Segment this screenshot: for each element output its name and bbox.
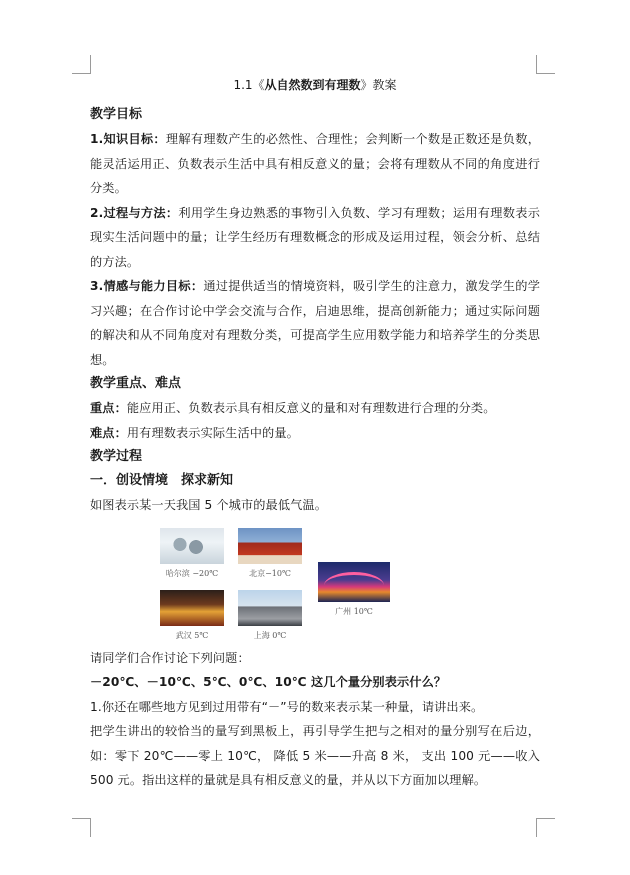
key-point-text: 能应用正、负数表示具有相反意义的量和对有理数进行合理的分类。	[126, 401, 496, 415]
goal-process-label: 2.过程与方法：	[90, 205, 179, 220]
key-point	[90, 396, 540, 421]
goal-process-text: 利用学生身边熟悉的事物引入负数、学习有理数；运用有理数表示现实生活问题中的量；让学生经历有理数概念的形成及运用过程，领会分析、总结的方法。	[90, 205, 540, 269]
title-prefix: 1.1《	[233, 78, 265, 92]
goal-knowledge	[90, 127, 540, 201]
item-1-detail: 把学生讲出的较恰当的量写到黑板上，再引导学生把与之相对的量分别写在后边，如：零下 20℃——零上 10℃， 降低 5 米——升高 8 米， 支出 100 元——收入 500 元。指出这样的量就是具有相反意义的量，并从以下方面加以理解。	[90, 724, 540, 787]
discussion-prompt: 请同学们合作讨论下列问题：	[90, 650, 250, 665]
guangzhou-caption: 广州 10℃	[335, 606, 373, 616]
difficult-point	[90, 421, 540, 446]
title-suffix: 》教案	[360, 78, 397, 92]
heading-key-points: 教学重点、难点	[90, 376, 182, 391]
key-point-label: 重点：	[90, 401, 127, 415]
difficult-point-text: 用有理数表示实际生活中的量。	[126, 425, 299, 440]
city-photos	[90, 524, 540, 640]
goal-emotion	[90, 274, 540, 372]
goal-emotion-text: 通过提供适当的情境资料，吸引学生的注意力，激发学生的学习兴趣；在合作讨论中学会交流与合作，启迪思维，提高创新能力；通过实际问题的解决和从不同角度对有理数分类，可提高学生应用数学能力和培养学生的分类思想。	[90, 279, 540, 367]
goal-emotion-label: 3.情感与能力目标：	[90, 279, 204, 293]
goal-knowledge-text: 理解有理数产生的必然性、合理性；会判断一个数是正数还是负数，能灵活运用正、负数表示生活中具有相反意义的量；会将有理数从不同的角度进行分类。	[90, 132, 541, 195]
heading-process: 教学过程	[90, 449, 143, 464]
harbin-image	[160, 528, 224, 564]
document-title	[90, 76, 540, 94]
heading-section-1: 一．创设情境 探求新知	[90, 473, 234, 488]
item-1: 1.你还在哪些地方见到过用带有“－”号的数来表示某一种量，请讲出来。	[90, 699, 484, 714]
shanghai-caption: 上海 0℃	[253, 630, 287, 640]
beijing-image	[238, 528, 302, 564]
photo-harbin	[160, 528, 224, 579]
document-body	[90, 76, 540, 793]
intro-text: 如图表示某一天我国 5 个城市的最低气温。	[90, 498, 327, 512]
goal-process	[90, 201, 540, 275]
title-bold: 从自然数到有理数	[264, 78, 361, 92]
photo-guangzhou	[318, 562, 390, 617]
photo-shanghai	[238, 590, 302, 641]
shanghai-image	[238, 590, 302, 626]
difficult-point-label: 难点：	[90, 425, 127, 440]
corner-mark-top-right	[536, 55, 555, 74]
heading-goals: 教学目标	[90, 107, 143, 122]
corner-mark-bottom-right	[536, 818, 555, 837]
photo-beijing	[238, 528, 302, 579]
question-text: －20℃、－10℃、5℃、0℃、10℃ 这几个量分别表示什么？	[90, 675, 447, 689]
wuhan-image	[160, 590, 224, 626]
harbin-caption: 哈尔滨 −20℃	[165, 568, 219, 578]
photo-wuhan	[160, 590, 224, 641]
corner-mark-top-left	[72, 55, 91, 74]
wuhan-caption: 武汉 5℃	[175, 630, 209, 640]
corner-mark-bottom-left	[72, 818, 91, 837]
guangzhou-image	[318, 562, 390, 602]
goal-knowledge-label: 1.知识目标：	[90, 132, 166, 146]
beijing-caption: 北京−10℃	[249, 568, 291, 578]
